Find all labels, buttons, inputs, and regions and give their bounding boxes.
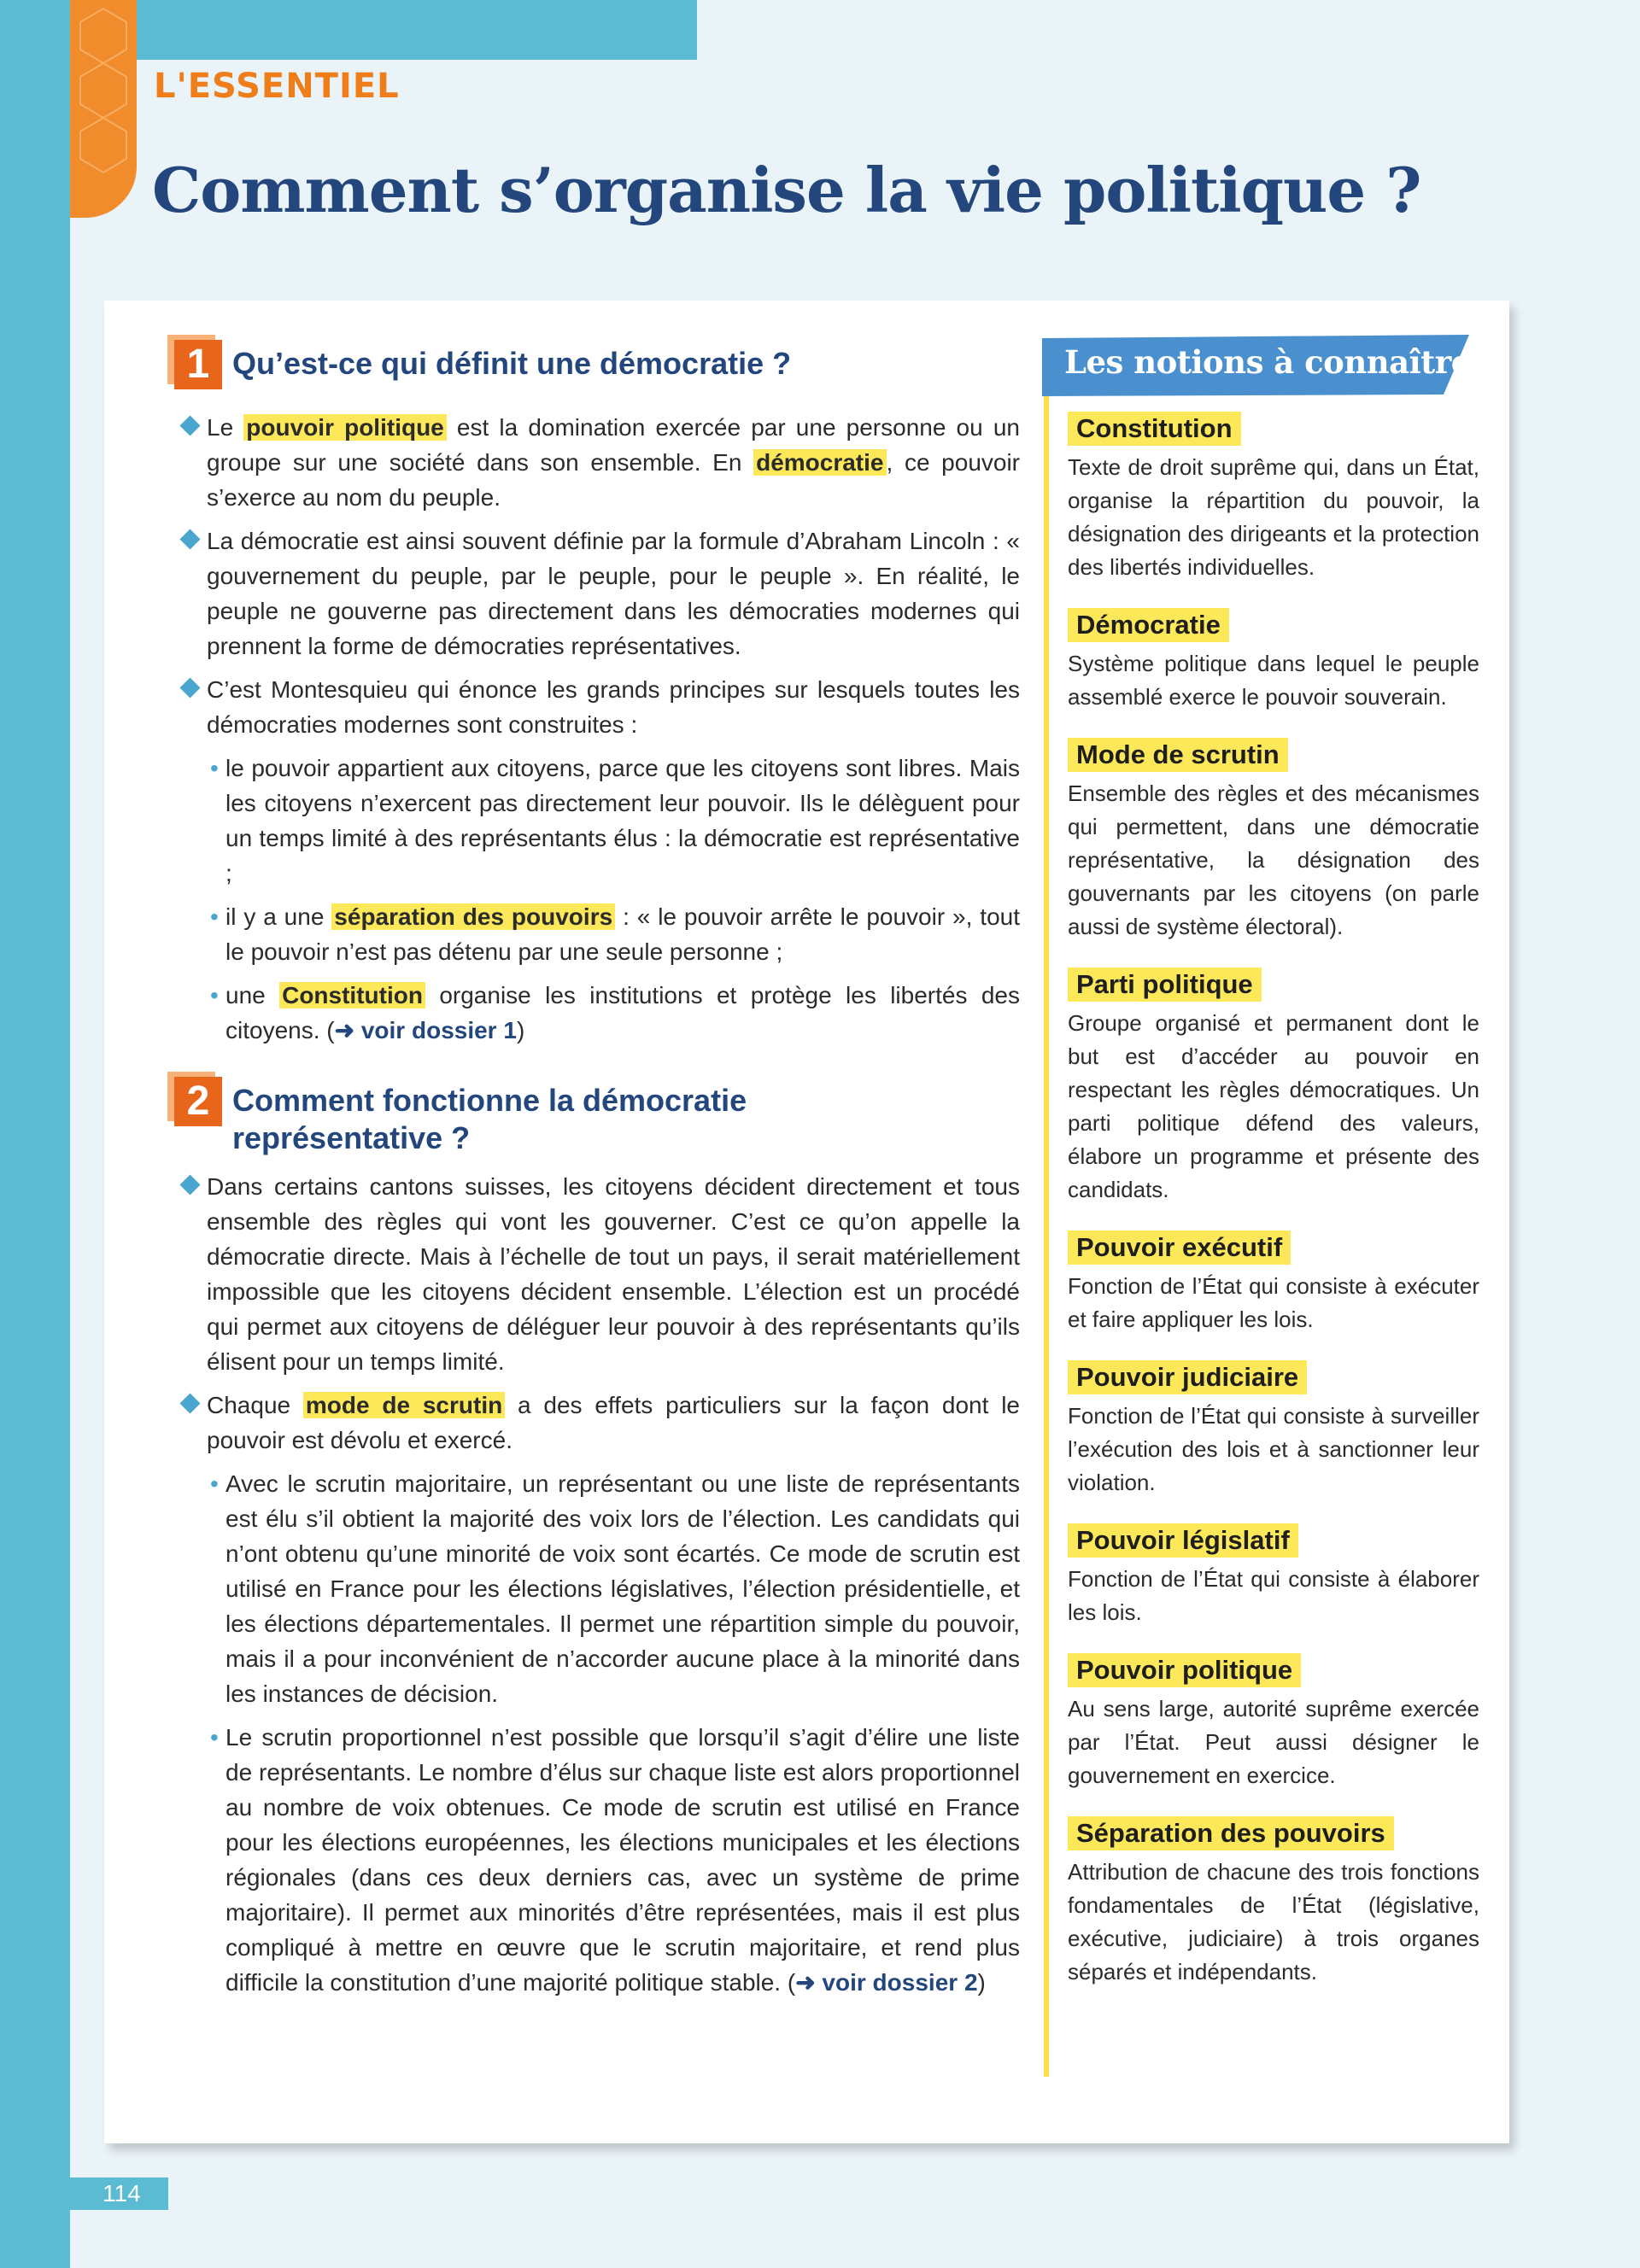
paragraph xyxy=(140,410,1020,515)
text: La démocratie est ainsi souvent définie par la formule d’Abraham Lincoln : « gouvernement du peuple, par le peuple, pour le peuple ». En réalité, le peuple ne gouverne pas directement dans les démocraties modernes qui prennent la forme de démocraties représentatives. xyxy=(207,528,1020,659)
diamond-bullet-icon xyxy=(179,415,200,435)
definition-item xyxy=(1068,1230,1479,1336)
notions-sidebar xyxy=(1044,335,1479,2077)
dot-bullet-icon: • xyxy=(210,1724,219,1751)
diamond-bullet-icon xyxy=(179,529,200,549)
definitions-list xyxy=(1044,396,1479,2077)
dot-bullet-icon: • xyxy=(210,755,219,781)
definition-text: Fonction de l’État qui consiste à surveiller l’exécution des lois et à sanctionner leur violation. xyxy=(1068,1403,1479,1495)
definition-term: Constitution xyxy=(1068,412,1241,446)
dot-bullet-icon: • xyxy=(210,903,219,930)
text: Avec le scrutin majoritaire, un représentant ou une liste de représentants est élu s’il obtient la majorité des voix lors de l’élection. Les candidats qui n’ont obtenu qu’une minorité de voix sont écartés. Ce mode de scrutin est utilisé en France pour les élections législatives, l’élection présidentielle, et les élections départementales. Il permet une répartition simple du pouvoir, mais il a pour inconvénient de n’accorder aucune place à la minorité dans les instances de décision. xyxy=(226,1470,1020,1707)
section-title: Qu’est-ce qui définit une démocratie ? xyxy=(232,346,792,381)
text: Dans certains cantons suisses, les citoyens décident directement et tous ensemble des règles qui vont les gouverner. C’est ce qu’on appelle la démocratie directe. Mais à l’échelle de tout un pays, il serait matériellement impossible que les citoyens décident ensemble. L’élection est un procédé qui permet aux citoyens de déléguer leur pouvoir à des représentants qu’ils élisent pour un temps limité. xyxy=(207,1173,1020,1375)
definition-item xyxy=(1068,1360,1479,1499)
highlighted-term: séparation des pouvoirs xyxy=(331,903,615,930)
text: , ce pouvoir s’exerce au nom du peuple. xyxy=(207,449,1021,511)
sub-bullet xyxy=(140,1466,1020,1711)
page-number: 114 xyxy=(70,2177,168,2210)
text: le pouvoir appartient aux citoyens, parce que les citoyens sont libres. Mais les citoyens n’exercent pas directement leur pouvoir. Ils le délèguent pour un temps limité à des représentants élus : la démocratie est représentative ; xyxy=(226,755,1020,886)
text: Chaque xyxy=(207,1392,303,1418)
section-2-heading xyxy=(140,1072,1020,1154)
sub-bullet xyxy=(140,1720,1020,2000)
text: organise les institutions et protège les libertés des citoyens. ( xyxy=(226,982,1020,1043)
sub-bullet xyxy=(140,751,1020,891)
text: ) xyxy=(977,1969,986,1996)
definition-item xyxy=(1068,412,1479,584)
highlighted-term: pouvoir politique xyxy=(243,414,446,441)
definition-term: Séparation des pouvoirs xyxy=(1068,1816,1394,1850)
diamond-bullet-icon xyxy=(179,677,200,698)
dot-bullet-icon: • xyxy=(210,982,219,1008)
highlighted-term: démocratie xyxy=(753,449,886,476)
text: Le xyxy=(207,414,244,441)
definition-item xyxy=(1068,1523,1479,1629)
definition-term: Parti politique xyxy=(1068,967,1262,1002)
definition-text: Groupe organisé et permanent dont le but est d’accéder au pouvoir en respectant les règles démocratiques. Un parti politique défend des valeurs, élabore un programme et présente des candidats. xyxy=(1068,1010,1479,1202)
highlighted-term: Constitution xyxy=(279,982,425,1008)
text: est la domination exercée par une personne ou un groupe sur une société dans son ensemble. En xyxy=(207,414,1020,476)
text: ) xyxy=(516,1017,525,1043)
notions-title: Les notions à connaître xyxy=(1064,343,1471,381)
notions-heading xyxy=(1042,335,1478,396)
definition-text: Fonction de l’État qui consiste à élaborer les lois. xyxy=(1068,1566,1479,1625)
text: C’est Montesquieu qui énonce les grands principes sur lesquels toutes les démocraties modernes sont construites : xyxy=(207,676,1020,738)
definition-term: Démocratie xyxy=(1068,608,1229,642)
definition-term: Pouvoir judiciaire xyxy=(1068,1360,1307,1394)
highlighted-term: mode de scrutin xyxy=(303,1392,505,1418)
top-color-band xyxy=(70,0,697,60)
definition-term: Pouvoir exécutif xyxy=(1068,1230,1291,1265)
definition-term: Mode de scrutin xyxy=(1068,738,1288,772)
dossier-link[interactable]: ➜ voir dossier 2 xyxy=(795,1969,978,1996)
text: a des effets particuliers sur la façon dont le pouvoir est dévolu et exercé. xyxy=(207,1392,1020,1453)
paragraph xyxy=(140,672,1020,742)
text: une xyxy=(226,982,280,1008)
diamond-bullet-icon xyxy=(179,1174,200,1195)
definition-term: Pouvoir politique xyxy=(1068,1653,1301,1687)
paragraph xyxy=(140,1388,1020,1458)
chapter-tab xyxy=(70,0,137,218)
text: Le scrutin proportionnel n’est possible que lorsqu’il s’agit d’élire une liste de représentants. Le nombre d’élus sur chaque liste est alors proportionnel au nombre de voix obtenues. Ce mode de scrutin est utilisé en France pour les élections européennes, les élections municipales et les élections régionales (dans ces deux derniers cas, avec un système de prime majoritaire). Il permet aux minorités d’être représentées, mais il est plus compliqué à mettre en œuvre que le scrutin majoritaire, et rend plus difficile la constitution d’une majorité politique stable. ( xyxy=(226,1724,1020,1996)
section-1-heading xyxy=(140,335,1020,395)
section-number-badge: 2 xyxy=(174,1077,222,1126)
section-number-badge: 1 xyxy=(174,340,222,389)
definition-item xyxy=(1068,1816,1479,1989)
paragraph xyxy=(140,523,1020,663)
definition-text: Texte de droit suprême qui, dans un État, organise la répartition du pouvoir, la désignation des dirigeants et la protection des libertés individuelles. xyxy=(1068,454,1479,580)
definition-item xyxy=(1068,1653,1479,1792)
dossier-link[interactable]: ➜ voir dossier 1 xyxy=(334,1017,517,1043)
definition-text: Attribution de chacune des trois fonctions fondamentales de l’État (législative, exécutive, judiciaire) à trois organes séparés et indépendants. xyxy=(1068,1859,1479,1984)
section-kicker: L'ESSENTIEL xyxy=(154,67,400,106)
section-title: Comment fonctionne la démocratie représentative ? xyxy=(232,1083,747,1155)
dot-bullet-icon: • xyxy=(210,1470,219,1497)
definition-text: Fonction de l’État qui consiste à exécuter et faire appliquer les lois. xyxy=(1068,1273,1479,1332)
text: : « le pouvoir arrête le pouvoir », tout le pouvoir n’est pas détenu par une seule personne ; xyxy=(226,903,1020,965)
definition-text: Ensemble des règles et des mécanismes qui permettent, dans une démocratie représentative, la désignation des gouvernants par les citoyens (on parle aussi de système électoral). xyxy=(1068,780,1479,939)
content-panel xyxy=(104,301,1509,2143)
spacer xyxy=(140,1056,1020,1072)
definition-item xyxy=(1068,967,1479,1207)
definition-item xyxy=(1068,608,1479,714)
paragraph xyxy=(140,1169,1020,1379)
left-color-strip xyxy=(0,0,70,2268)
definition-text: Au sens large, autorité suprême exercée par l’État. Peut aussi désigner le gouvernement en exercice. xyxy=(1068,1696,1479,1788)
sub-bullet xyxy=(140,978,1020,1048)
sub-bullet xyxy=(140,899,1020,969)
text: il y a une xyxy=(226,903,332,930)
definition-term: Pouvoir législatif xyxy=(1068,1523,1298,1558)
definition-text: Système politique dans lequel le peuple assemblé exerce le pouvoir souverain. xyxy=(1068,651,1479,710)
hexagon-pattern-icon xyxy=(70,0,137,196)
definition-item xyxy=(1068,738,1479,944)
diamond-bullet-icon xyxy=(179,1393,200,1413)
page-title: Comment s’organise la vie politique ? xyxy=(152,154,1421,226)
main-column xyxy=(140,335,1020,2008)
